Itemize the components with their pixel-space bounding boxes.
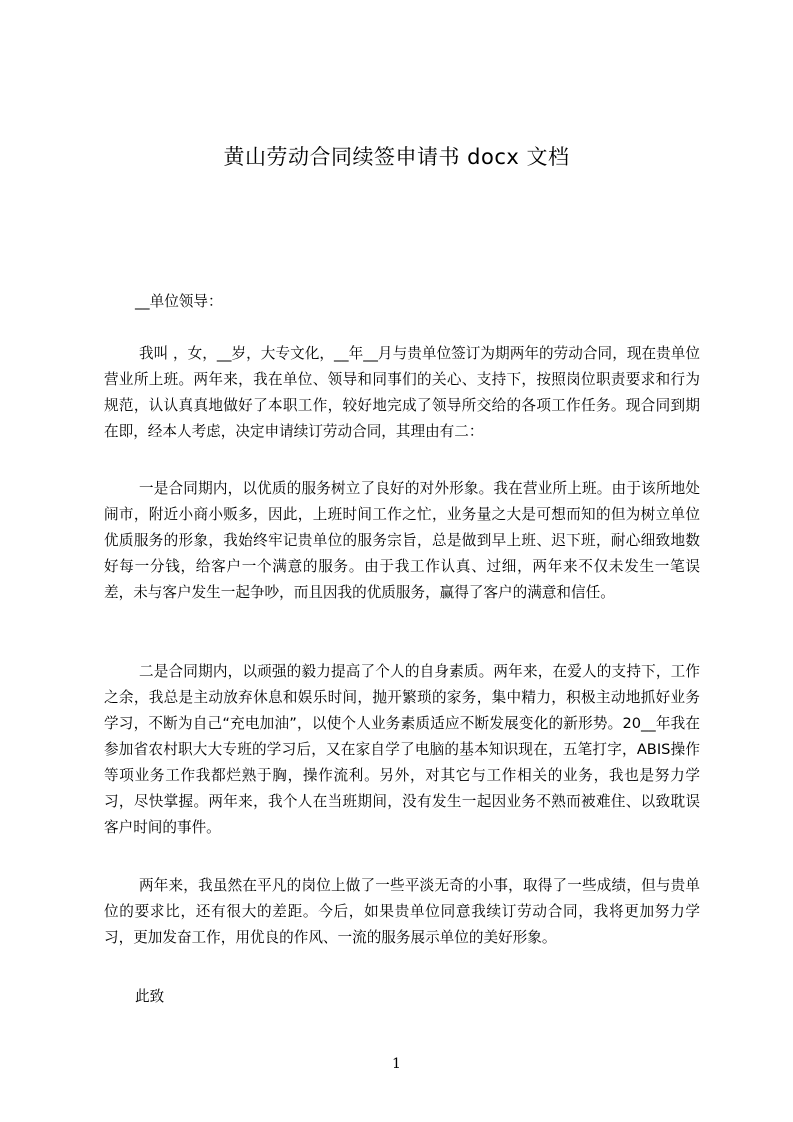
document-title: 黄山劳动合同续签申请书 docx 文档 (223, 145, 570, 169)
closing-line: 此致 (135, 988, 165, 1005)
body-paragraph-1: 我叫 ，女，__岁，大专文化，__年__月与贵单位签订为期两年的劳动合同，现在贵单位营业所上班。两年来，我在单位、领导和同事们的关心、支持下，按照岗位职责要求和行为规范，认认真真地做好了本职工作，较好地完成了领导所交给的各项工作任务。现合同到期在即，经本人考虑，决定申请续订劳动合同，其理由有二： (104, 345, 700, 440)
body-paragraph-4: 两年来，我虽然在平凡的岗位上做了一些平淡无奇的小事，取得了一些成绩，但与贵单位的要求比，还有很大的差距。今后，如果贵单位同意我续订劳动合同，我将更加努力学习，更加发奋工作，用优良的作风、一流的服务展示单位的美好形象。 (104, 877, 700, 946)
page-number: 1 (392, 1056, 401, 1072)
salutation-line: __单位领导： (135, 293, 223, 310)
body-paragraph-2: 一是合同期内，以优质的服务树立了良好的对外形象。我在营业所上班。由于该所地处闹市，附近小商小贩多，因此，上班时间工作之忙，业务量之大是可想而知的但为树立单位优质服务的形象，我始终牢记贵单位的服务宗旨，总是做到早上班、迟下班，耐心细致地数好每一分钱，给客户一个满意的服务。由于我工作认真、过细，两年来不仅未发生一笔误差，未与客户发生一起争吵，而且因我的优质服务，赢得了客户的满意和信任。 (104, 480, 700, 601)
body-paragraph-3: 二是合同期内，以顽强的毅力提高了个人的自身素质。两年来，在爱人的支持下，工作之余，我总是主动放弃休息和娱乐时间，抛开繁琐的家务，集中精力，积极主动地抓好业务学习，不断为自己“充电加油”，以使个人业务素质适应不断发展变化的新形势。20__年我在参加省农村职大大专班的学习后，又在家自学了电脑的基本知识现在，五笔打字，ABIS操作等项业务工作我都烂熟于胸，操作流利。另外，对其它与工作相关的业务，我也是努力学习，尽快掌握。两年来，我个人在当班期间，没有发生一起因业务不熟而被难住、以致耽误客户时间的事件。 (104, 663, 700, 836)
